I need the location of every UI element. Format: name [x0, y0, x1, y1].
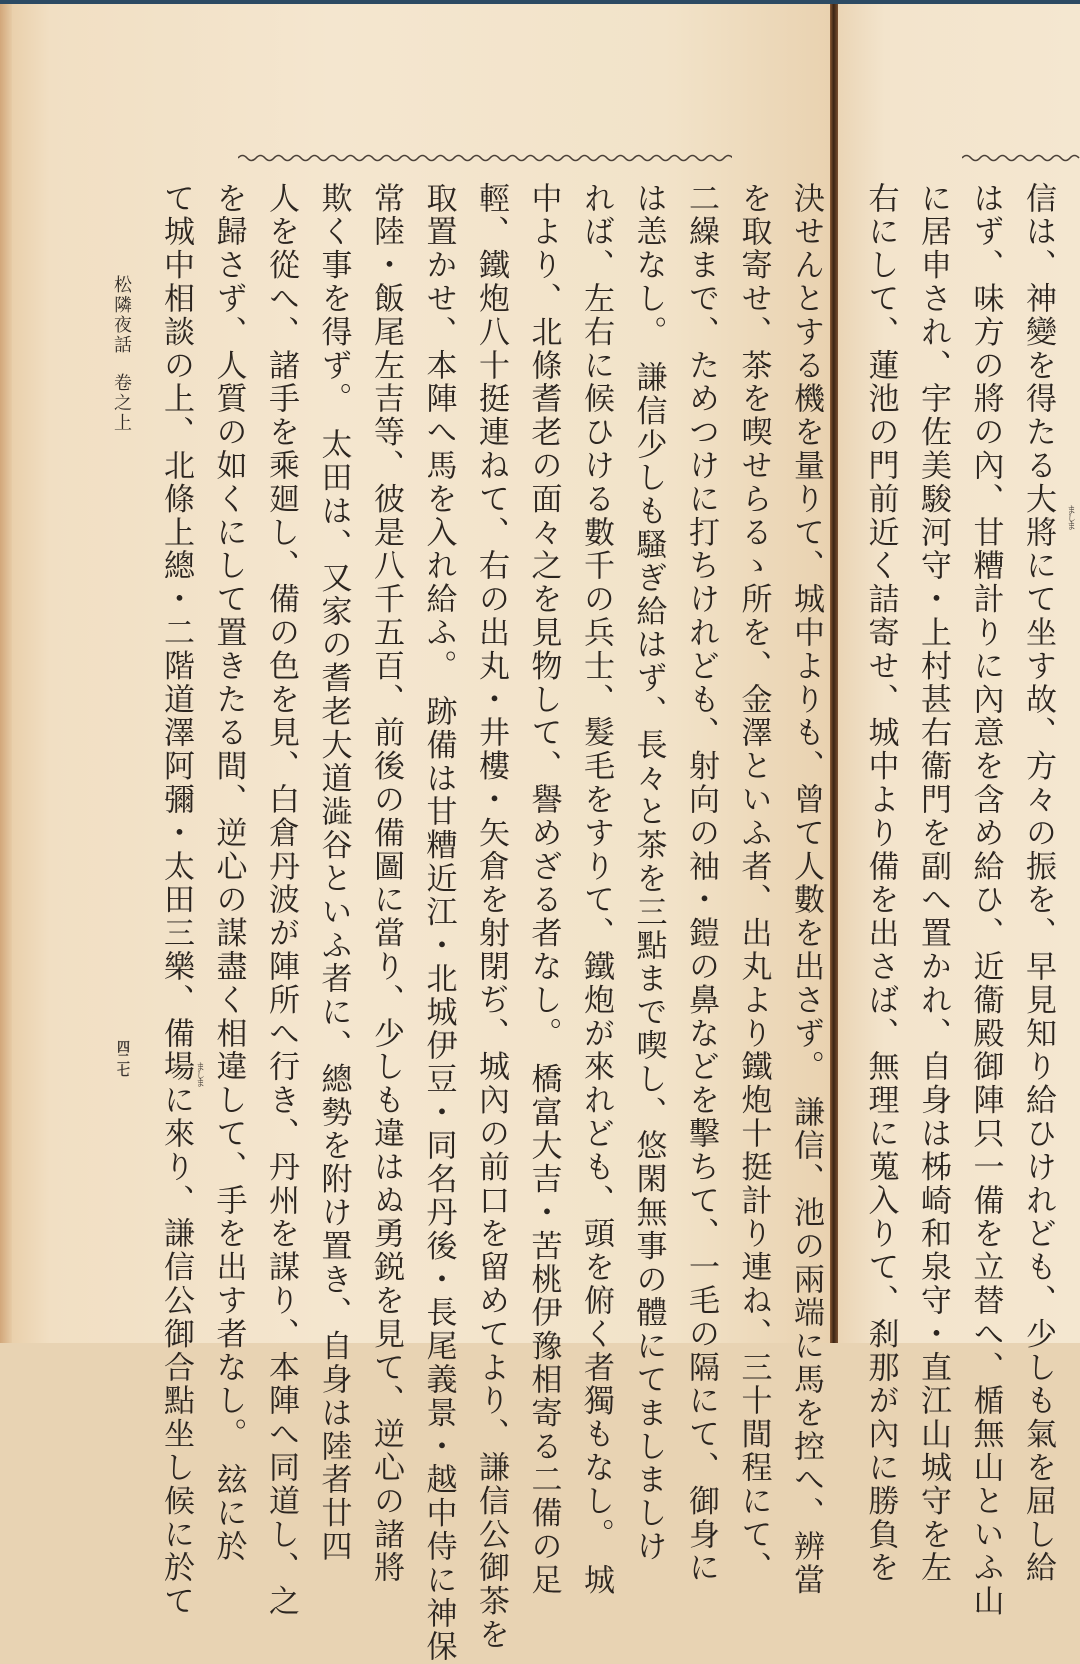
text-column: 欺く事を得ず。 太田は、又家の耆老大道澁谷といふ者に、總勢を附け置き、自身は陸者廿四: [315, 182, 352, 1564]
text-column: 二繰まで、ためつけに打ちけれども、射向の袖・鎧の鼻などを擊ちて、一毛の隔にて、御身に: [683, 182, 719, 1585]
text-column: を歸さず、人質の如くにして置きたる間、逆心の謀盡く相違して、手を出す者なし。 玆に於: [210, 182, 247, 1564]
book-title: 松隣夜話: [111, 275, 132, 355]
running-title: [108, 275, 134, 433]
right-page-text: [854, 182, 1064, 1619]
wavy-header-rule-right: [962, 152, 1080, 164]
text-column: れば、左右に候ひける數千の兵士、髮毛をすりて、鐵炮が來れども、頭を俯く者獨もなし。 城: [578, 182, 614, 1598]
text-column: を取寄せ、茶を喫せらるゝ所を、金澤といふ者、出丸より鐵炮十挺計り連ね、三十間程にて、: [735, 182, 772, 1585]
text-column: 中より、北條耆老の面々之を見物して、譽めざる者なし。 橋富大吉・苦桃伊豫相寄る二備の足: [525, 182, 562, 1598]
text-column: 常陸・飯尾左吉等、彼是八千五百、前後の備圖に當り、少しも違はぬ勇鋭を見て、逆心の諸將: [368, 182, 404, 1585]
text-column: はず、味方の將の內、甘糟計りに內意を含め給ひ、近衞殿御陣只一備を立替へ、楯無山といふ山: [967, 182, 1004, 1619]
page-number: 四二七: [114, 1040, 129, 1076]
wavy-header-rule-left: [238, 152, 732, 164]
text-column: に居申され、宇佐美駿河守・上村甚右衞門を副へ置かれ、自身は柹崎和泉守・直江山城守を左: [915, 182, 951, 1585]
volume-label: 卷之上: [111, 373, 132, 433]
text-column: 決せんとする機を量りて、城中よりも、曾て人數を出さず。 謙信、池の兩端に馬を控へ、辨當: [788, 182, 824, 1598]
text-column: 輕、鐵炮八十挺連ねて、右の出丸・井樓・矢倉を射閉ぢ、城內の前口を留めてより、謙信公御茶を: [473, 182, 509, 1652]
furigana: ましま: [194, 1062, 204, 1086]
text-column: は恙なし。 謙信少しも騷ぎ給はず、長々と茶を三點まで喫し、悠閑無事の體にてましましけ: [630, 182, 667, 1564]
text-column: 右にして、蓮池の門前近く詰寄せ、城中より備を出さば、無理に蒐入りて、刹那が內に勝負を: [862, 182, 899, 1585]
text-column: 取置かせ、本陣へ馬を入れ給ふ。 跡備は甘糟近江・北城伊豆・同名丹後・長尾義景・越中侍に神保: [420, 182, 457, 1664]
furigana: ましま: [1065, 505, 1075, 529]
text-column: 人を從へ、諸手を乘廻し、備の色を見、白倉丹波が陣所へ行き、丹州を謀り、本陣へ同道し、之: [263, 182, 299, 1619]
text-column: 信は、神變を得たる大將にて坐す故、方々の振を、早見知り給ひけれども、少しも氣を屈し給: [1020, 182, 1056, 1585]
left-page-text: [150, 182, 833, 1664]
text-column: て城中相談の上、北條上總・二階道澤阿彌・太田三樂、備場に來り、謙信公御合點坐し候に於て: [158, 182, 194, 1619]
